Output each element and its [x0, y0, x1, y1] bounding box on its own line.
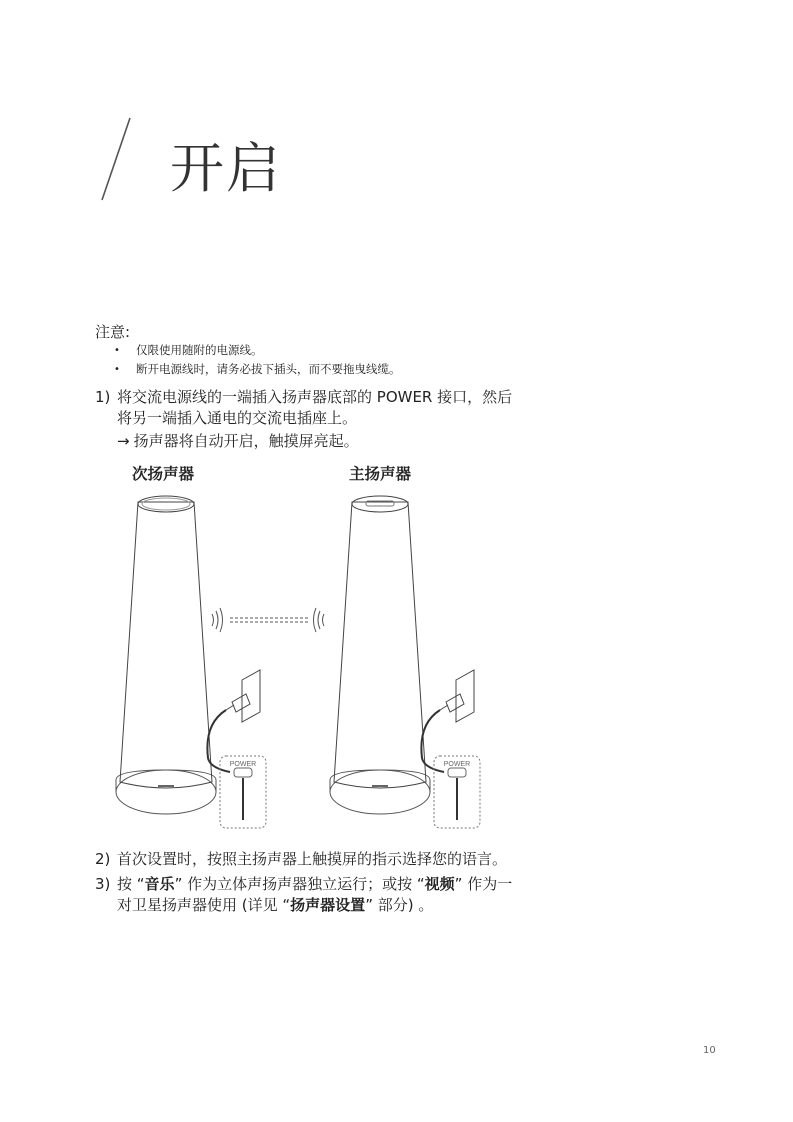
step-1: [95, 387, 527, 429]
note-item: • 断开电源线时，请务必拔下插头，而不要拖曳线缆。: [112, 360, 401, 379]
result-arrow-icon: →: [117, 432, 130, 450]
left-power-port-label: POWER: [229, 761, 257, 768]
step-text: 将交流电源线的一端插入扬声器底部的 POWER 接口，然后将另一端插入通电的交流电插座上。: [117, 388, 513, 427]
left-outlet-graphic: [207, 670, 266, 828]
music-option: 音乐: [144, 875, 175, 893]
steps-list-1: [95, 387, 527, 429]
secondary-speaker-graphic: [116, 496, 216, 814]
note-item: • 仅限使用随附的电源线。: [112, 341, 401, 360]
main-speaker-graphic: [330, 496, 430, 814]
secondary-speaker-label: 次扬声器: [132, 465, 195, 483]
right-power-port-label: POWER: [443, 761, 471, 768]
step-2: [95, 849, 527, 870]
right-outlet-graphic: [421, 670, 480, 828]
step-number: 3): [95, 875, 111, 893]
video-option: 视频: [424, 875, 455, 893]
result-text: 扬声器将自动开启，触摸屏亮起。: [133, 432, 359, 450]
step-text: 按 “音乐” 作为立体声扬声器独立运行；或按 “视频” 作为一对卫星扬声器使用 (详见 “扬声器设置” 部分) 。: [117, 875, 513, 914]
wireless-link-graphic: [212, 608, 324, 632]
note-heading: 注意:: [95, 323, 131, 341]
step-1-result: [117, 430, 359, 451]
page-title: 开启: [170, 137, 282, 200]
speaker-setup-ref: 扬声器设置: [290, 896, 366, 914]
speaker-setup-illustration: [100, 488, 500, 833]
note-list: [112, 341, 401, 379]
step-number: 1): [95, 388, 111, 406]
steps-list-2: [95, 849, 527, 916]
step-3: [95, 874, 527, 916]
step-number: 2): [95, 850, 111, 868]
step-text: 首次设置时，按照主扬声器上触摸屏的指示选择您的语言。: [117, 850, 508, 868]
page-number: 10: [703, 1045, 716, 1056]
title-slash-graphic: [96, 116, 136, 202]
main-speaker-label: 主扬声器: [349, 465, 412, 483]
